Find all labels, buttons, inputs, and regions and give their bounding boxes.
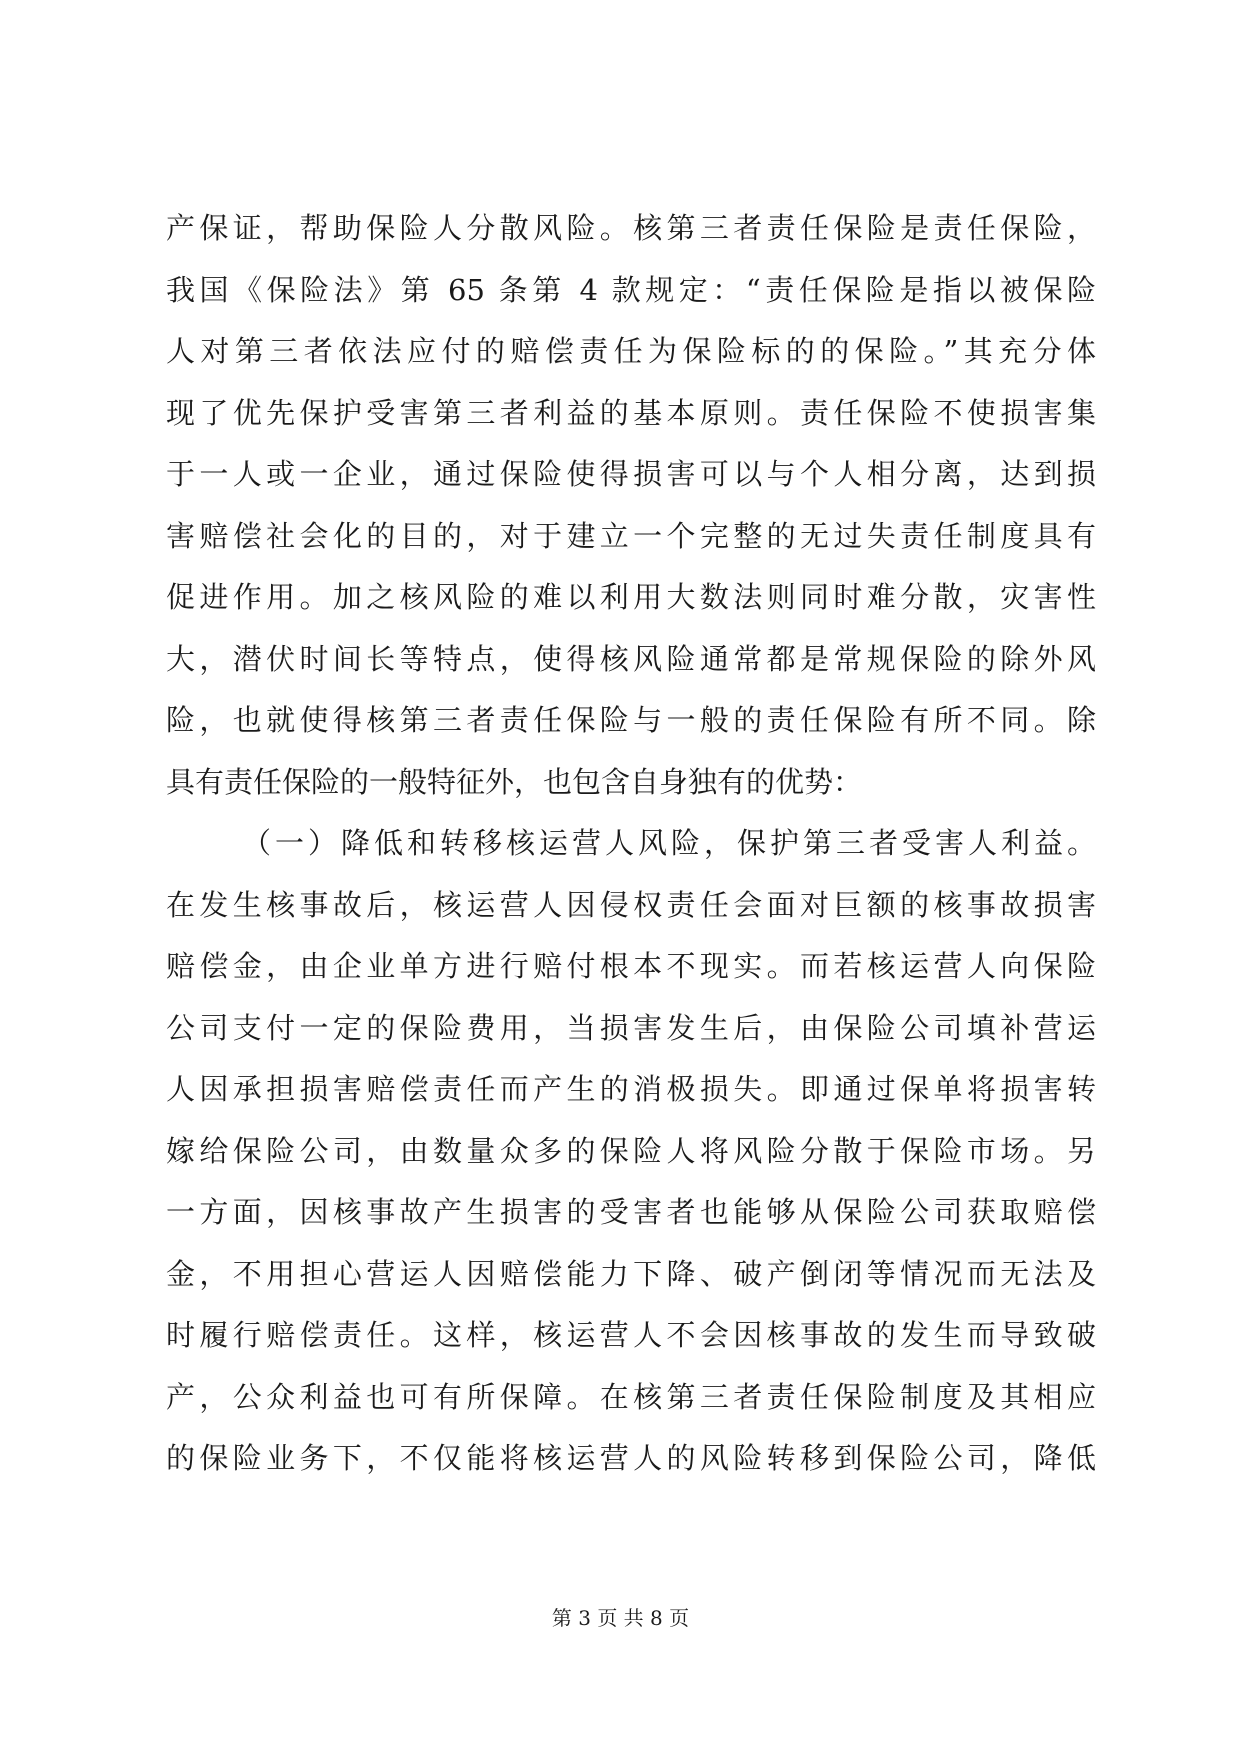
text-line: 险，也就使得核第三者责任保险与一般的责任保险有所不同。除 [166,703,1096,737]
text-line: 产保证，帮助保险人分散风险。核第三者责任保险是责任保险， [166,211,1096,245]
text-line: 一方面，因核事故产生损害的受害者也能够从保险公司获取赔偿 [166,1195,1096,1229]
text-line: 在发生核事故后，核运营人因侵权责任会面对巨额的核事故损害 [166,887,1096,922]
text-line: 于一人或一企业，通过保险使得损害可以与个人相分离，达到损 [166,457,1096,491]
text-line: 赔偿金，由企业单方进行赔付根本不现实。而若核运营人向保险 [166,949,1096,983]
text-line: 的保险业务下，不仅能将核运营人的风险转移到保险公司，降低 [166,1441,1096,1475]
text-line: 人因承担损害赔偿责任而产生的消极损失。即通过保单将损害转 [166,1072,1096,1106]
text-line: 我国《保险法》第 65 条第 4 款规定：“责任保险是指以被保险 [166,272,1096,307]
page-number: 第 3 页 共 8 页 [551,1606,690,1630]
text-line: 大，潜伏时间长等特点，使得核风险通常都是常规保险的除外风 [166,641,1096,676]
text-line: 嫁给保险公司，由数量众多的保险人将风险分散于保险市场。另 [166,1133,1096,1168]
text-line: 促进作用。加之核风险的难以利用大数法则同时难分散，灾害性 [166,580,1096,614]
section-heading-line: （一）降低和转移核运营人风险，保护第三者受害人利益。 [242,826,1096,860]
text-line: 害赔偿社会化的目的，对于建立一个完整的无过失责任制度具有 [166,518,1096,553]
page-footer [0,1604,1241,1632]
text-line: 产，公众利益也可有所保障。在核第三者责任保险制度及其相应 [166,1379,1096,1414]
text-line: 具有责任保险的一般特征外，也包含自身独有的优势： [166,764,863,799]
text-line: 金，不用担心营运人因赔偿能力下降、破产倒闭等情况而无法及 [166,1256,1096,1291]
text-line: 现了优先保护受害第三者利益的基本原则。责任保险不使损害集 [166,395,1096,430]
body-text [166,198,1096,1490]
text-line: 人对第三者依法应付的赔偿责任为保险标的的保险。”其充分体 [166,334,1096,368]
text-line: 时履行赔偿责任。这样，核运营人不会因核事故的发生而导致破 [166,1318,1096,1352]
text-line: 公司支付一定的保险费用，当损害发生后，由保险公司填补营运 [166,1010,1096,1045]
